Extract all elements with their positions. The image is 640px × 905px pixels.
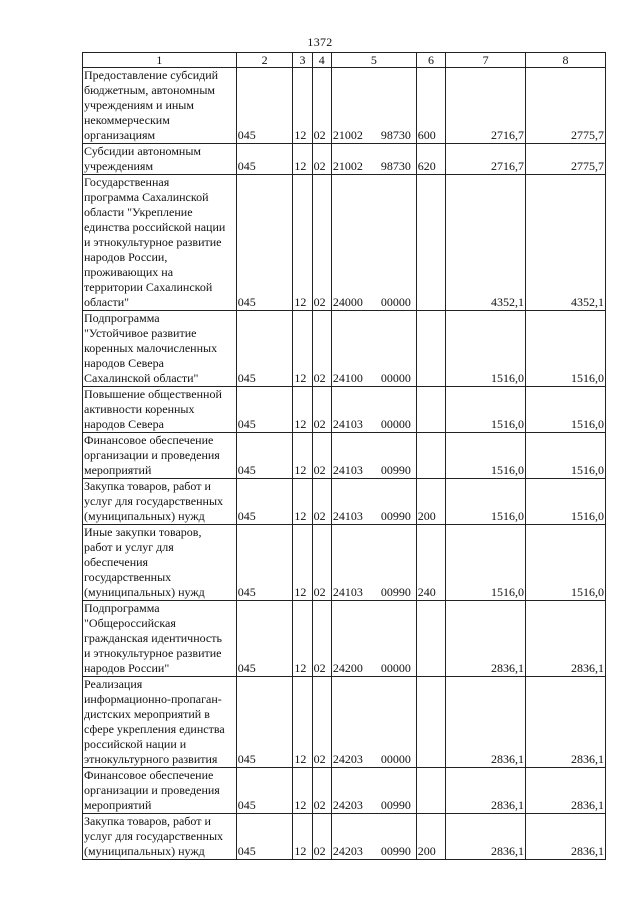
target-article-cell: 24103 00000: [331, 387, 416, 433]
table-row: [83, 311, 606, 387]
amount-year1-cell: 1516,0: [446, 525, 526, 601]
section-code-cell: 12: [293, 677, 312, 768]
row-name-cell: [83, 601, 237, 677]
row-name-line: учреждениям: [84, 159, 154, 173]
row-name-cell: [83, 311, 237, 387]
expense-type-cell: 620: [416, 144, 445, 175]
header-cell: 6: [416, 53, 445, 68]
row-name-line: (муниципальных) нужд: [84, 844, 205, 858]
row-name-line: гражданская идентичность: [84, 631, 222, 645]
row-name-line: единства российской нации: [84, 220, 226, 234]
row-name-line: Закупка товаров, работ и: [84, 814, 211, 828]
table-row: [83, 175, 606, 311]
ministry-code-cell: 045: [236, 601, 293, 677]
row-name-line: сфере укрепления единства: [84, 722, 225, 736]
row-name-line: народов Севера: [84, 356, 164, 370]
target-article-cell: 24203 00990: [331, 814, 416, 860]
row-name-line: области "Укрепление: [84, 205, 193, 219]
target-article-cell: 24203 00000: [331, 677, 416, 768]
header-cell: 4: [312, 53, 331, 68]
header-cell: 7: [446, 53, 526, 68]
row-name-line: "Устойчивое развитие: [84, 326, 197, 340]
row-name-cell: [83, 175, 237, 311]
subsection-code-cell: 02: [312, 479, 331, 525]
row-name-line: мероприятий: [84, 798, 152, 812]
row-name-line: государственных: [84, 570, 172, 584]
expense-type-cell: [416, 387, 445, 433]
row-name-line: области": [84, 295, 130, 309]
row-name-line: Повышение общественной: [84, 387, 222, 401]
row-name-line: учреждениям и иным: [84, 98, 194, 112]
subsection-code-cell: 02: [312, 387, 331, 433]
row-name-line: мероприятий: [84, 463, 152, 477]
expense-type-cell: [416, 311, 445, 387]
header-cell: 8: [526, 53, 606, 68]
expense-type-cell: [416, 601, 445, 677]
amount-year1-cell: 2836,1: [446, 768, 526, 814]
row-name-line: (муниципальных) нужд: [84, 509, 205, 523]
row-name-line: активности коренных: [84, 402, 195, 416]
amount-year1-cell: 2836,1: [446, 601, 526, 677]
ministry-code-cell: 045: [236, 768, 293, 814]
ministry-code-cell: 045: [236, 175, 293, 311]
row-name-line: Подпрограмма: [84, 311, 160, 325]
amount-year2-cell: 2836,1: [526, 601, 606, 677]
target-article-cell: 24103 00990: [331, 433, 416, 479]
expense-type-cell: 240: [416, 525, 445, 601]
target-article-cell: 24103 00990: [331, 479, 416, 525]
page-number: 1372: [307, 35, 333, 49]
row-name-line: организациям: [84, 128, 156, 142]
subsection-code-cell: 02: [312, 68, 331, 144]
ministry-code-cell: 045: [236, 525, 293, 601]
row-name-line: Реализация: [84, 677, 143, 691]
row-name-line: этнокультурного развития: [84, 752, 218, 766]
amount-year1-cell: 2836,1: [446, 677, 526, 768]
ministry-code-cell: 045: [236, 311, 293, 387]
row-name-line: Финансовое обеспечение: [84, 768, 214, 782]
row-name-line: организации и проведения: [84, 783, 220, 797]
section-code-cell: 12: [293, 525, 312, 601]
subsection-code-cell: 02: [312, 768, 331, 814]
table-row: [83, 601, 606, 677]
row-name-cell: [83, 479, 237, 525]
subsection-code-cell: 02: [312, 433, 331, 479]
table-header-row: [83, 53, 606, 68]
section-code-cell: 12: [293, 311, 312, 387]
ministry-code-cell: 045: [236, 387, 293, 433]
header-cell: 2: [236, 53, 293, 68]
table-row: [83, 144, 606, 175]
subsection-code-cell: 02: [312, 525, 331, 601]
row-name-line: некоммерческим: [84, 113, 170, 127]
row-name-line: Закупка товаров, работ и: [84, 479, 211, 493]
amount-year2-cell: 2775,7: [526, 68, 606, 144]
row-name-line: программа Сахалинской: [84, 190, 209, 204]
row-name-line: услуг для государственных: [84, 829, 224, 843]
section-code-cell: 12: [293, 144, 312, 175]
amount-year2-cell: 1516,0: [526, 311, 606, 387]
subsection-code-cell: 02: [312, 601, 331, 677]
row-name-cell: [83, 144, 237, 175]
row-name-line: бюджетным, автономным: [84, 83, 215, 97]
table-row: [83, 814, 606, 860]
row-name-line: (муниципальных) нужд: [84, 585, 205, 599]
expense-type-cell: [416, 768, 445, 814]
table-row: [83, 768, 606, 814]
expense-type-cell: [416, 175, 445, 311]
expense-type-cell: [416, 677, 445, 768]
amount-year1-cell: 1516,0: [446, 387, 526, 433]
row-name-line: "Общероссийская: [84, 616, 176, 630]
subsection-code-cell: 02: [312, 144, 331, 175]
section-code-cell: 12: [293, 68, 312, 144]
row-name-line: дистских мероприятий в: [84, 707, 210, 721]
target-article-cell: 24000 00000: [331, 175, 416, 311]
ministry-code-cell: 045: [236, 677, 293, 768]
section-code-cell: 12: [293, 768, 312, 814]
section-code-cell: 12: [293, 814, 312, 860]
section-code-cell: 12: [293, 479, 312, 525]
table-row: [83, 677, 606, 768]
table-row: [83, 525, 606, 601]
target-article-cell: 21002 98730: [331, 68, 416, 144]
row-name-line: информационно-пропаган-: [84, 692, 222, 706]
ministry-code-cell: 045: [236, 479, 293, 525]
section-code-cell: 12: [293, 387, 312, 433]
row-name-line: народов Севера: [84, 417, 164, 431]
target-article-cell: 24203 00990: [331, 768, 416, 814]
table-row: [83, 68, 606, 144]
header-cell: 3: [293, 53, 312, 68]
row-name-line: работ и услуг для: [84, 540, 174, 554]
section-code-cell: 12: [293, 175, 312, 311]
amount-year1-cell: 2716,7: [446, 144, 526, 175]
amount-year2-cell: 1516,0: [526, 479, 606, 525]
amount-year1-cell: 1516,0: [446, 479, 526, 525]
row-name-line: Предоставление субсидий: [84, 68, 219, 82]
row-name-cell: [83, 677, 237, 768]
row-name-cell: [83, 814, 237, 860]
header-cell: 5: [331, 53, 416, 68]
amount-year1-cell: 4352,1: [446, 175, 526, 311]
expense-type-cell: 200: [416, 814, 445, 860]
ministry-code-cell: 045: [236, 144, 293, 175]
row-name-line: Субсидии автономным: [84, 144, 201, 158]
ministry-code-cell: 045: [236, 814, 293, 860]
row-name-line: обеспечения: [84, 555, 149, 569]
row-name-cell: [83, 387, 237, 433]
amount-year2-cell: 1516,0: [526, 387, 606, 433]
amount-year2-cell: 2836,1: [526, 677, 606, 768]
target-article-cell: 21002 98730: [331, 144, 416, 175]
subsection-code-cell: 02: [312, 311, 331, 387]
row-name-line: и этнокультурное развитие: [84, 646, 222, 660]
header-cell: 1: [83, 53, 237, 68]
table-row: [83, 479, 606, 525]
expense-type-cell: [416, 433, 445, 479]
target-article-cell: 24103 00990: [331, 525, 416, 601]
table-body: [83, 68, 606, 860]
amount-year1-cell: 2716,7: [446, 68, 526, 144]
row-name-line: услуг для государственных: [84, 494, 224, 508]
row-name-line: российской нации и: [84, 737, 187, 751]
section-code-cell: 12: [293, 433, 312, 479]
row-name-line: народов России,: [84, 250, 168, 264]
amount-year1-cell: 1516,0: [446, 433, 526, 479]
row-name-line: Подпрограмма: [84, 601, 160, 615]
row-name-cell: [83, 768, 237, 814]
row-name-line: Иные закупки товаров,: [84, 525, 202, 539]
row-name-cell: [83, 68, 237, 144]
subsection-code-cell: 02: [312, 814, 331, 860]
row-name-cell: [83, 433, 237, 479]
ministry-code-cell: 045: [236, 433, 293, 479]
row-name-line: Государственная: [84, 175, 170, 189]
target-article-cell: 24200 00000: [331, 601, 416, 677]
amount-year2-cell: 1516,0: [526, 433, 606, 479]
amount-year2-cell: 1516,0: [526, 525, 606, 601]
row-name-line: коренных малочисленных: [84, 341, 218, 355]
amount-year1-cell: 2836,1: [446, 814, 526, 860]
budget-table: [82, 52, 606, 860]
ministry-code-cell: 045: [236, 68, 293, 144]
section-code-cell: 12: [293, 601, 312, 677]
amount-year2-cell: 2836,1: [526, 768, 606, 814]
amount-year2-cell: 2775,7: [526, 144, 606, 175]
row-name-line: Сахалинской области": [84, 371, 199, 385]
row-name-cell: [83, 525, 237, 601]
target-article-cell: 24100 00000: [331, 311, 416, 387]
amount-year2-cell: 4352,1: [526, 175, 606, 311]
row-name-line: проживающих на: [84, 265, 174, 279]
row-name-line: и этнокультурное развитие: [84, 235, 222, 249]
table-row: [83, 387, 606, 433]
subsection-code-cell: 02: [312, 677, 331, 768]
table-row: [83, 433, 606, 479]
row-name-line: территории Сахалинской: [84, 280, 213, 294]
expense-type-cell: 200: [416, 479, 445, 525]
amount-year1-cell: 1516,0: [446, 311, 526, 387]
amount-year2-cell: 2836,1: [526, 814, 606, 860]
expense-type-cell: 600: [416, 68, 445, 144]
row-name-line: народов России": [84, 661, 170, 675]
subsection-code-cell: 02: [312, 175, 331, 311]
row-name-line: Финансовое обеспечение: [84, 433, 214, 447]
row-name-line: организации и проведения: [84, 448, 220, 462]
